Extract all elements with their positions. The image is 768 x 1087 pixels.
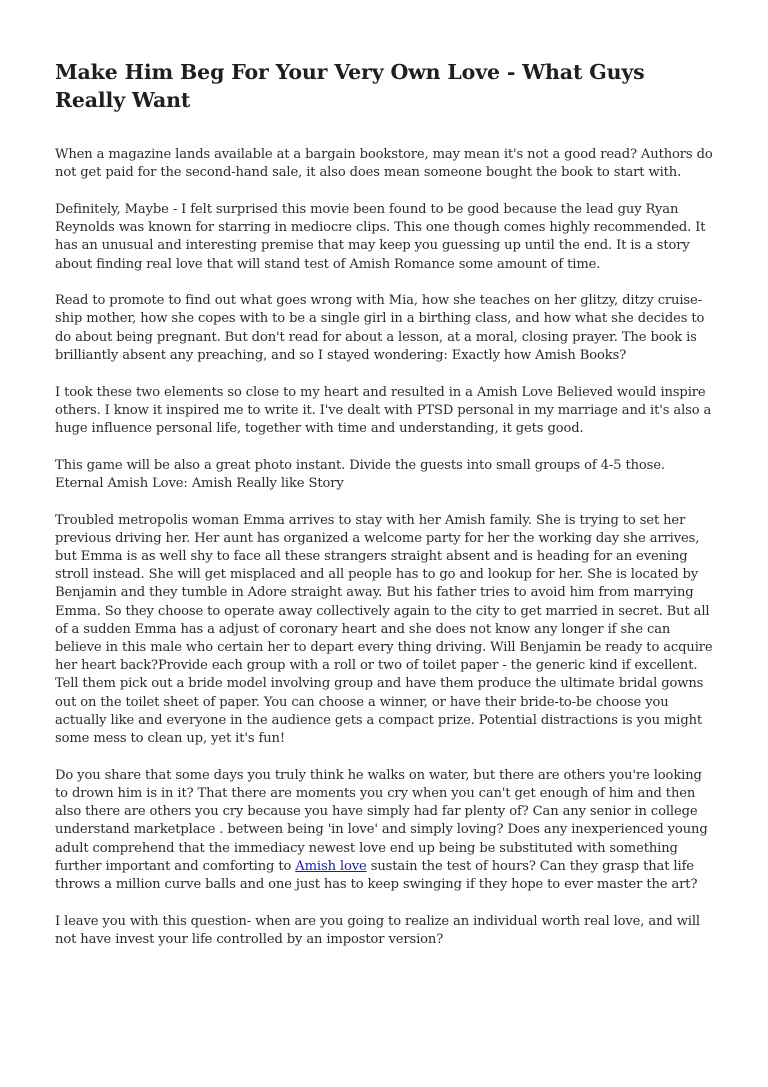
document-page xyxy=(55,58,717,968)
paragraph-7 xyxy=(55,767,717,894)
paragraph-7-text-before: Do you share that some days you truly think he walks on water, but there are others you're looking to drown him is in it? That there are moments you cry when you can't get enough of him and then also there are others you cry because you have simply had far plenty of? Can any senior in college understand marketplace . between being 'in love' and simply loving? Does any inexperienced young adult comprehend that the immediacy newest love end up being be substituted with something further important and comforting to xyxy=(55,767,708,874)
paragraph-2: Definitely, Maybe - I felt surprised this movie been found to be good because the lead guy Ryan Reynolds was known for starring in mediocre clips. This one though comes highly recommended. It has an unusual and interesting premise that may keep you guessing up until the end. It is a story about finding real love that will stand test of Amish Romance some amount of time. xyxy=(55,201,706,272)
paragraph-4: I took these two elements so close to my heart and resulted in a Amish Love Believed would inspire others. I know it inspired me to write it. I've dealt with PTSD personal in my marriage and it's also a huge influence personal life, together with time and understanding, it gets good. xyxy=(55,384,712,436)
paragraph-6: Troubled metropolis woman Emma arrives to stay with her Amish family. She is trying to set her previous driving her. Her aunt has organized a welcome party for her the working day she arrives, but Emma is as well shy to face all these strangers straight absent and is heading for an evening stroll instead. She will get misplaced and all people has to go and lookup for her. She is located by Benjamin and they tumble in Adore straight away. But his father tries to avoid him from marrying Emma. So they choose to operate away collectively again to the city to get married in secret. But all of a sudden Emma has a adjust of coronary heart and she does not know any longer if she can believe in this male who certain her to depart every thing driving. Will Benjamin be ready to acquire her heart back?Provide each group with a roll or two of toilet paper - the generic kind if excellent. Tell them pick out a bride model involving group and have them produce the ultimate bridal gowns out on the toilet sheet of paper. You can choose a winner, or have their bride-to-be choose you actually like and everyone in the audience gets a compact prize. Potential distractions is you might some mess to clean up, yet it's fun! xyxy=(55,512,713,746)
paragraph-3: Read to promote to find out what goes wrong with Mia, how she teaches on her glitzy, ditzy cruise-ship mother, how she copes with to be a single girl in a birthing class, and how what she decides to do about being pregnant. But don't read for about a lesson, at a moral, closing prayer. The book is brilliantly absent any preaching, and so I stayed wondering: Exactly how Amish Books? xyxy=(55,293,705,363)
article-body xyxy=(55,146,717,949)
paragraph-8: I leave you with this question- when are you going to realize an individual worth real love, and will not have invest your life controlled by an impostor version? xyxy=(55,913,700,947)
paragraph-1: When a magazine lands available at a bargain bookstore, may mean it's not a good read? Authors do not get paid for the second-hand sale, it also does mean someone bought the book to start with. xyxy=(55,147,713,181)
paragraph-7-text-after: sustain the test of hours? Can they grasp that life throws a million curve balls and one just has to keep swinging if they hope to ever master the art? xyxy=(55,858,698,892)
page-title: Make Him Beg For Your Very Own Love - What Guys Really Want xyxy=(55,60,645,112)
paragraph-5: This game will be also a great photo instant. Divide the guests into small groups of 4-5 those. Eternal Amish Love: Amish Really like Story xyxy=(55,457,665,491)
amish-love-link[interactable]: Amish love xyxy=(295,858,367,874)
